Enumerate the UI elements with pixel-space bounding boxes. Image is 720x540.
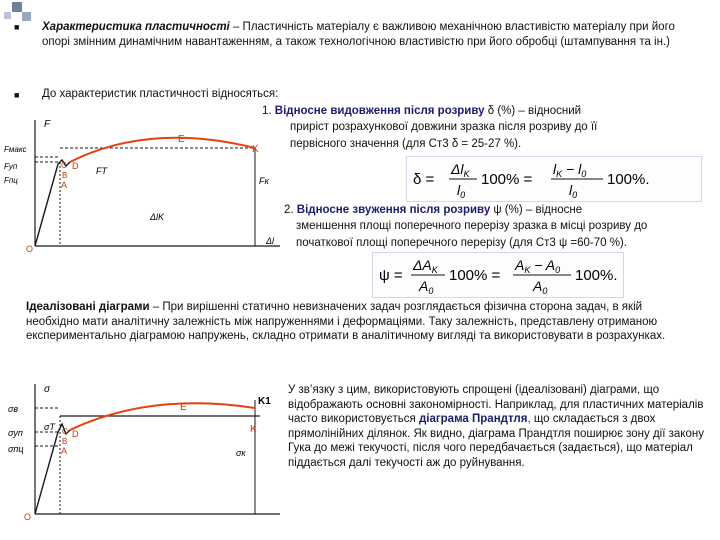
formula2-f1-den bbox=[418, 278, 433, 296]
formula-f2-num-main: l bbox=[553, 161, 557, 177]
item-1-prefix: 1. bbox=[262, 105, 275, 117]
diagram1-point-o: O bbox=[26, 244, 34, 254]
decor-square bbox=[22, 12, 31, 21]
formula-f1-den bbox=[457, 182, 465, 200]
formula-f2-den-main: l bbox=[569, 182, 573, 198]
diagram2-point-a: A bbox=[61, 446, 68, 456]
item-2-prefix: 2. bbox=[284, 204, 297, 216]
diagram1-point-a: A bbox=[61, 180, 68, 190]
paragraph-ideal-text: – При вирішенні статично невизначених задач розглядається фізична сторона задач, в якій необхідно мати аналітичну залежність між напруженнями і деформаціями. Таку залежність, представлену отриманою експериментально діаграмою напружень, складно отримати в аналітичному вигляді та використовувати в розрахунках. bbox=[26, 301, 666, 342]
item-2-line1 bbox=[284, 203, 582, 218]
diagram2-point-o: O bbox=[24, 512, 32, 522]
formula2-f2-num-rest-sub: 0 bbox=[555, 265, 561, 275]
formula-elongation-svg bbox=[407, 157, 701, 201]
diagram2-sv-label: σв bbox=[8, 404, 19, 414]
formula-tail: 100%. bbox=[607, 171, 650, 188]
formula-f2-num-rest: − l bbox=[562, 161, 582, 177]
paragraph-prandtl-highlight: діаграма Прандтля bbox=[418, 413, 528, 425]
formula-f2-num bbox=[553, 161, 586, 179]
bullet-2: До характеристик пластичності відносяться: bbox=[42, 88, 279, 100]
diagram1-y-label: F bbox=[44, 119, 51, 130]
formula-mid: 100% = bbox=[481, 171, 533, 188]
formula-f2-num-sub: K bbox=[556, 169, 563, 179]
diagram2-point-k1: K1 bbox=[258, 396, 271, 407]
formula2-f2-num-rest: − A bbox=[530, 257, 556, 273]
formula2-tail: 100%. bbox=[575, 267, 618, 284]
paragraph-ideal bbox=[26, 300, 696, 344]
formula2-f2-num-sub: K bbox=[524, 265, 531, 275]
bullet-1-title: Характеристика пластичності bbox=[42, 21, 230, 33]
formula2-f2-den-main: A bbox=[533, 278, 543, 294]
diagram2-curve bbox=[70, 403, 255, 430]
diagram2-point-c: C bbox=[62, 427, 68, 436]
paragraph-ideal-title: Ідеалізовані діаграми bbox=[26, 301, 150, 313]
item-2-rest: ψ (%) – відносне bbox=[490, 204, 583, 216]
bullet-marker: ■ bbox=[14, 90, 20, 100]
diagram1-fuy-label: Fуп bbox=[4, 162, 18, 171]
diagram1-fmax-label: Fмакс bbox=[4, 145, 27, 154]
formula-f1-num-sub: K bbox=[463, 169, 470, 179]
item-2-title: Відносне звуження після розриву bbox=[296, 204, 491, 216]
diagram1-point-e: E bbox=[178, 134, 185, 145]
formula-contraction bbox=[372, 252, 624, 298]
formula2-f1-num-main: ΔA bbox=[413, 257, 432, 273]
diagram2-sk-label: σк bbox=[236, 448, 246, 458]
item-2-line2: зменшення площі поперечного перерізу зразка в місці розриву до bbox=[296, 220, 648, 232]
formula-f1-num bbox=[450, 161, 471, 179]
diagram1-curve bbox=[70, 138, 255, 162]
diagram1-point-k: K bbox=[252, 144, 259, 155]
diagram1-ft-label: FT bbox=[96, 166, 107, 176]
formula2-f1-den-main: A bbox=[419, 278, 429, 294]
decor-square bbox=[12, 2, 22, 12]
formula2-lhs: ψ = bbox=[379, 267, 403, 284]
formula2-mid: 100% = bbox=[449, 267, 501, 284]
formula2-f1-num-sub: K bbox=[431, 265, 438, 275]
item-1-line2: приріст розрахункової довжини зразка після розриву до її bbox=[290, 121, 598, 133]
formula-elongation bbox=[406, 156, 702, 202]
formula2-f2-num-main: A bbox=[515, 257, 525, 273]
paragraph-prandtl bbox=[288, 383, 708, 470]
formula-f1-den-sub: 0 bbox=[460, 190, 466, 200]
formula-f1-den-main: l bbox=[457, 182, 461, 198]
diagram1-point-b: B bbox=[62, 171, 68, 180]
bullet-marker: ■ bbox=[14, 22, 20, 32]
item-2-line3: початкової площі поперечного перерізу (для Ст3 ψ =60-70 %). bbox=[296, 237, 627, 249]
diagram1-x-label: Δl bbox=[266, 236, 275, 246]
bullet-1 bbox=[42, 20, 702, 49]
formula-contraction-svg bbox=[373, 253, 623, 297]
paragraph-prandtl-after: , що складається з двох прямолінійних ділянок. Як видно, діаграма Прандтля поширює зону дії закону Гука до межі текучості, після чого передбачається (задається), що матеріал піддається далі текучості аж до руйнування. bbox=[288, 413, 704, 469]
diagram2-st-label: σT bbox=[44, 422, 55, 432]
formula-f1-num-main: Δl bbox=[451, 161, 464, 177]
formula-f2-den-sub: 0 bbox=[572, 190, 578, 200]
diagram2-suy-label: σуп bbox=[8, 428, 23, 438]
diagram1-point-d: D bbox=[72, 161, 79, 171]
diagram2-point-k: K bbox=[250, 424, 257, 435]
decor-square bbox=[4, 12, 11, 19]
formula2-f2-num bbox=[514, 257, 560, 275]
formula-f2-den bbox=[569, 182, 577, 200]
item-1-line1 bbox=[262, 104, 581, 119]
diagram2-point-b: B bbox=[62, 437, 68, 446]
formula2-f1-num bbox=[412, 257, 439, 275]
diagram1-fpc-label: Fпц bbox=[4, 176, 18, 185]
diagram2-point-d: D bbox=[72, 429, 79, 439]
diagram1-fk-label: Fк bbox=[259, 176, 269, 186]
diagram1-dlk-label: ΔlK bbox=[150, 212, 165, 222]
formula-f2-num-rest-sub: 0 bbox=[581, 169, 587, 179]
paragraph-prandtl-before: У зв’язку з цим, використовують спрощені (ідеалізовані) діаграми, що відображають основні закономірності. Наприклад, для пластичних матеріалів часто використовується bbox=[288, 384, 704, 425]
item-1-line3: первісного значення (для Ст3 δ = 25-27 %). bbox=[290, 138, 522, 150]
item-1-title: Відносне видовження після розриву bbox=[274, 105, 485, 117]
bullet-1-text: – Пластичність матеріалу є важливою механічною властивістю матеріалу при його опорі змінним динамічним навантаженням, а також технологічною властивістю при його обробці (штампування та ін.) bbox=[42, 21, 675, 48]
diagram2-y-label: σ bbox=[44, 384, 51, 395]
diagram2-point-e: E bbox=[180, 402, 187, 413]
diagram2-spc-label: σпц bbox=[8, 444, 24, 454]
formula-lhs: δ = bbox=[413, 171, 435, 188]
force-elongation-diagram bbox=[0, 112, 290, 262]
formula2-f2-den-sub: 0 bbox=[542, 286, 548, 296]
formula2-f2-den bbox=[532, 278, 547, 296]
stress-strain-diagram bbox=[0, 380, 285, 530]
item-1-rest: δ (%) – відносний bbox=[484, 105, 582, 117]
diagram1-point-c: C bbox=[61, 161, 67, 170]
formula2-f1-den-sub: 0 bbox=[428, 286, 434, 296]
